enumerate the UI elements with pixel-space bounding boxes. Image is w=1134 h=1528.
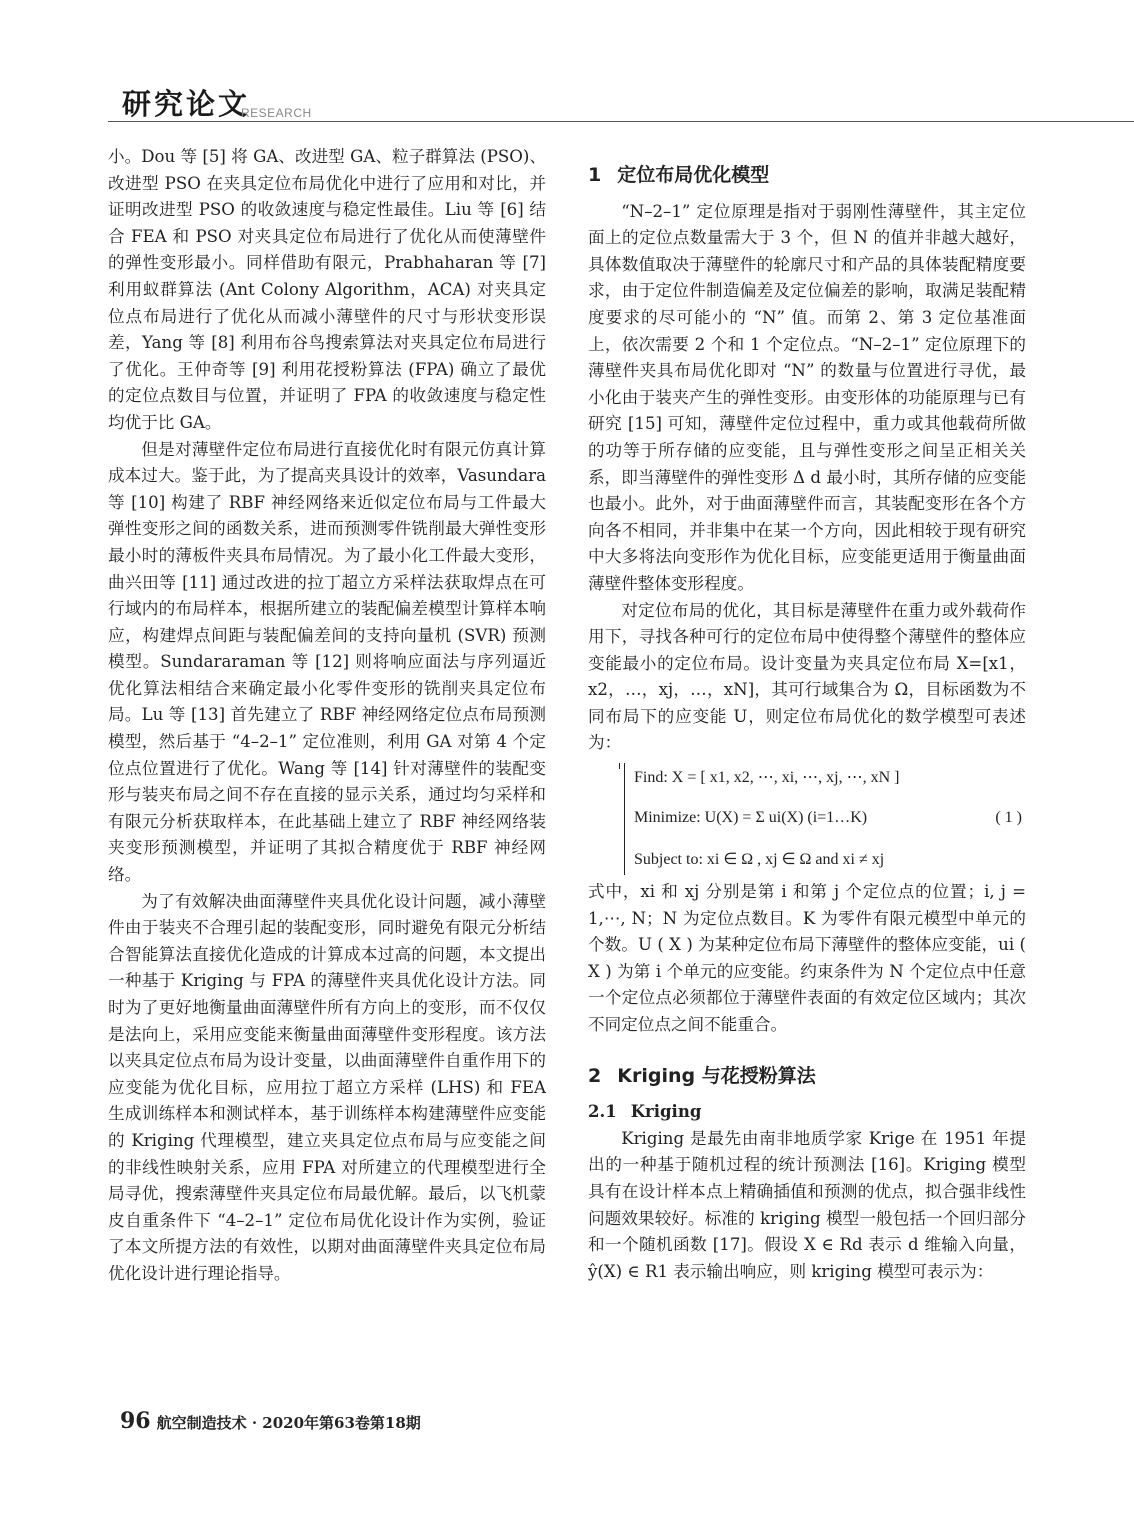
page-header [108, 82, 1134, 124]
journal-info: 航空制造技术 · 2020年第63卷第18期 [156, 1414, 421, 1432]
left-column [108, 144, 546, 1288]
section-title-en: RESEARCH [241, 106, 312, 120]
page-number: 96 [120, 1408, 151, 1434]
equation-line: Subject to: xi ∈ Ω , xj ∈ Ω and xi ≠ xj [634, 851, 885, 869]
section-number: 1 [588, 164, 602, 186]
subsection-heading [588, 1099, 1026, 1126]
section-title: 定位布局优化模型 [617, 164, 770, 186]
paragraph: “N–2–1” 定位原理是指对于弱刚性薄壁件，其主定位面上的定位点数量需大于 3 个，但 N 的值并非越大越好，具体数值取决于薄壁件的轮廓尺寸和产品的具体装配精度要求，由于定位件制造偏差及定位偏差的影响，取满足装配精度要求的尽可能小的 “N” 值。而第 2、第 3 定位基准面上，依次需要 2 个和 1 个定位点。“N–2–1” 定位原理下的薄壁件夹具布局优化即对 “N” 的数量与位置进行寻优，最小化由于装夹产生的弹性变形。由变形体的功能原理与已有研究 [15] 可知，薄壁件定位过程中，重力或其他载荷所做的功等于所存储的应变能，且与弹性变形之间呈正相关关系，即当薄壁件的弹性变形 Δ d 最小时，其所存储的应变能也最小。此外，对于曲面薄壁件而言，其装配变形在各个方向各不相同，并非集中在某一个方向，因此相较于现有研究中大多将法向变形作为优化目标，应变能更适用于衡量曲面薄壁件整体变形程度。 [588, 201, 1026, 593]
section-heading [588, 162, 1026, 189]
section-number: 2 [588, 1064, 602, 1087]
equation-number: ( 1 ) [995, 809, 1022, 827]
paragraph: 对定位布局的优化，其目标是薄壁件在重力或外载荷作用下，寻找各种可行的定位布局中使得整个薄壁件的整体应变能最小的定位布局。设计变量为夹具定位布局 X=[x1，x2，…，xj，…，xN]，其可行域集合为 Ω，目标函数为不同布局下的应变能 U，则定位布局优化的数学模型可表述为： [588, 600, 1026, 753]
section-heading [588, 1063, 1026, 1090]
equation-line: Find: X = [ x1, x2, ⋯, xi, ⋯, xj, ⋯, xN ] [634, 769, 900, 787]
equation-line: Minimize: U(X) = Σ ui(X) (i=1…K) [634, 809, 868, 827]
subsection-number: 2.1 [588, 1102, 617, 1122]
header-rule [108, 121, 1134, 122]
paragraph: 为了有效解决曲面薄壁件夹具优化设计问题，减小薄壁件由于装夹不合理引起的装配变形，同时避免有限元分析结合智能算法直接优化造成的计算成本过高的问题，本文提出一种基于 Kriging 与 FPA 的薄壁件夹具优化设计方法。同时为了更好地衡量曲面薄壁件所有方向上的变形，而不仅仅是法向上，采用应变能来衡量曲面薄壁件变形程度。该方法以夹具定位点布局为设计变量，以曲面薄壁件自重作用下的应变能为优化目标，应用拉丁超立方采样 (LHS) 和 FEA 生成训练样本和测试样本，基于训练样本构建薄壁件应变能的 Kriging 代理模型，建立夹具定位点布局与应变能之间的非线性映射关系，应用 FPA 对所建立的代理模型进行全局寻优，搜索薄壁件夹具定位布局最优解。最后，以飞机蒙皮自重条件下 “4–2–1” 定位布局优化设计作为实例，验证了本文所提方法的有效性，以期对曲面薄壁件夹具定位布局优化设计进行理论指导。 [108, 891, 546, 1283]
equation-1 [588, 763, 1026, 875]
section-title-cn: 研究论文 [122, 87, 251, 121]
paragraph: 小。Dou 等 [5] 将 GA、改进型 GA、粒子群算法 (PSO)、改进型 PSO 在夹具定位布局优化中进行了应用和对比，并证明改进型 PSO 的收敛速度与稳定性最佳。Liu 等 [6] 结合 FEA 和 PSO 对夹具定位布局进行了优化从而使薄壁件的弹性变形最小。同样借助有限元，Prabhaharan 等 [7] 利用蚁群算法 (Ant Colony Algorithm，ACA) 对夹具定位点布局进行了优化从而减小薄壁件的尺寸与形状变形误差，Yang 等 [8] 利用布谷鸟搜索算法对夹具定位布局进行了优化。王仲奇等 [9] 利用花授粉算法 (FPA) 确立了最优的定位点数目与位置，并证明了 FPA 的收敛速度与稳定性均优于比 GA。 [108, 147, 546, 432]
subsection-title: Kriging [630, 1102, 702, 1122]
section-title: Kriging 与花授粉算法 [617, 1064, 816, 1087]
paragraph: 但是对薄壁件定位布局进行直接优化时有限元仿真计算成本过大。鉴于此，为了提高夹具设计的效率，Vasundara 等 [10] 构建了 RBF 神经网络来近似定位布局与工件最大弹性变形之间的函数关系，进而预测零件铣削最大弹性变形最小时的薄板件夹具布局情况。为了最小化工件最大变形，曲兴田等 [11] 通过改进的拉丁超立方采样法获取焊点在可行域内的布局样本，根据所建立的装配偏差模型计算样本响应，构建焊点间距与装配偏差间的支持向量机 (SVR) 预测模型。Sundararaman 等 [12] 则将响应面法与序列逼近优化算法相结合来确定最小化零件变形的铣削夹具定位布局。Lu 等 [13] 首先建立了 RBF 神经网络定位点布局预测模型，然后基于 “4–2–1” 定位准则，利用 GA 对第 4 个定位点位置进行了优化。Wang 等 [14] 针对薄壁件的装配变形与装夹布局之间不存在直接的显示关系，通过均匀采样和有限元分析获取样本，在此基础上建立了 RBF 神经网络装夹变形预测模型，并证明了其拟合精度优于 RBF 神经网络。 [108, 439, 546, 885]
paragraph: 式中，xi 和 xj 分别是第 i 和第 j 个定位点的位置；i, j = 1,⋯, N；N 为定位点数目。K 为零件有限元模型中单元的个数。U ( X ) 为某种定位布局下薄壁件的整体应变能，ui ( X ) 为第 i 个单元的应变能。约束条件为 N 个定位点中任意一个定位点必须都位于薄壁件表面的有效定位区域内；其次不同定位点之间不能重合。 [588, 882, 1026, 1035]
page-footer [120, 1408, 421, 1434]
paragraph: Kriging 是最先由南非地质学家 Krige 在 1951 年提出的一种基于随机过程的统计预测法 [16]。Kriging 模型具有在设计样本点上精确插值和预测的优点，拟合强非线性问题效果较好。标准的 kriging 模型一般包括一个回归部分和一个随机函数 [17]。假设 X ∈ Rd 表示 d 维输入向量，ŷ(X) ∈ R1 表示输出响应，则 kriging 模型可表示为： [588, 1128, 1026, 1281]
right-column [588, 162, 1026, 1285]
